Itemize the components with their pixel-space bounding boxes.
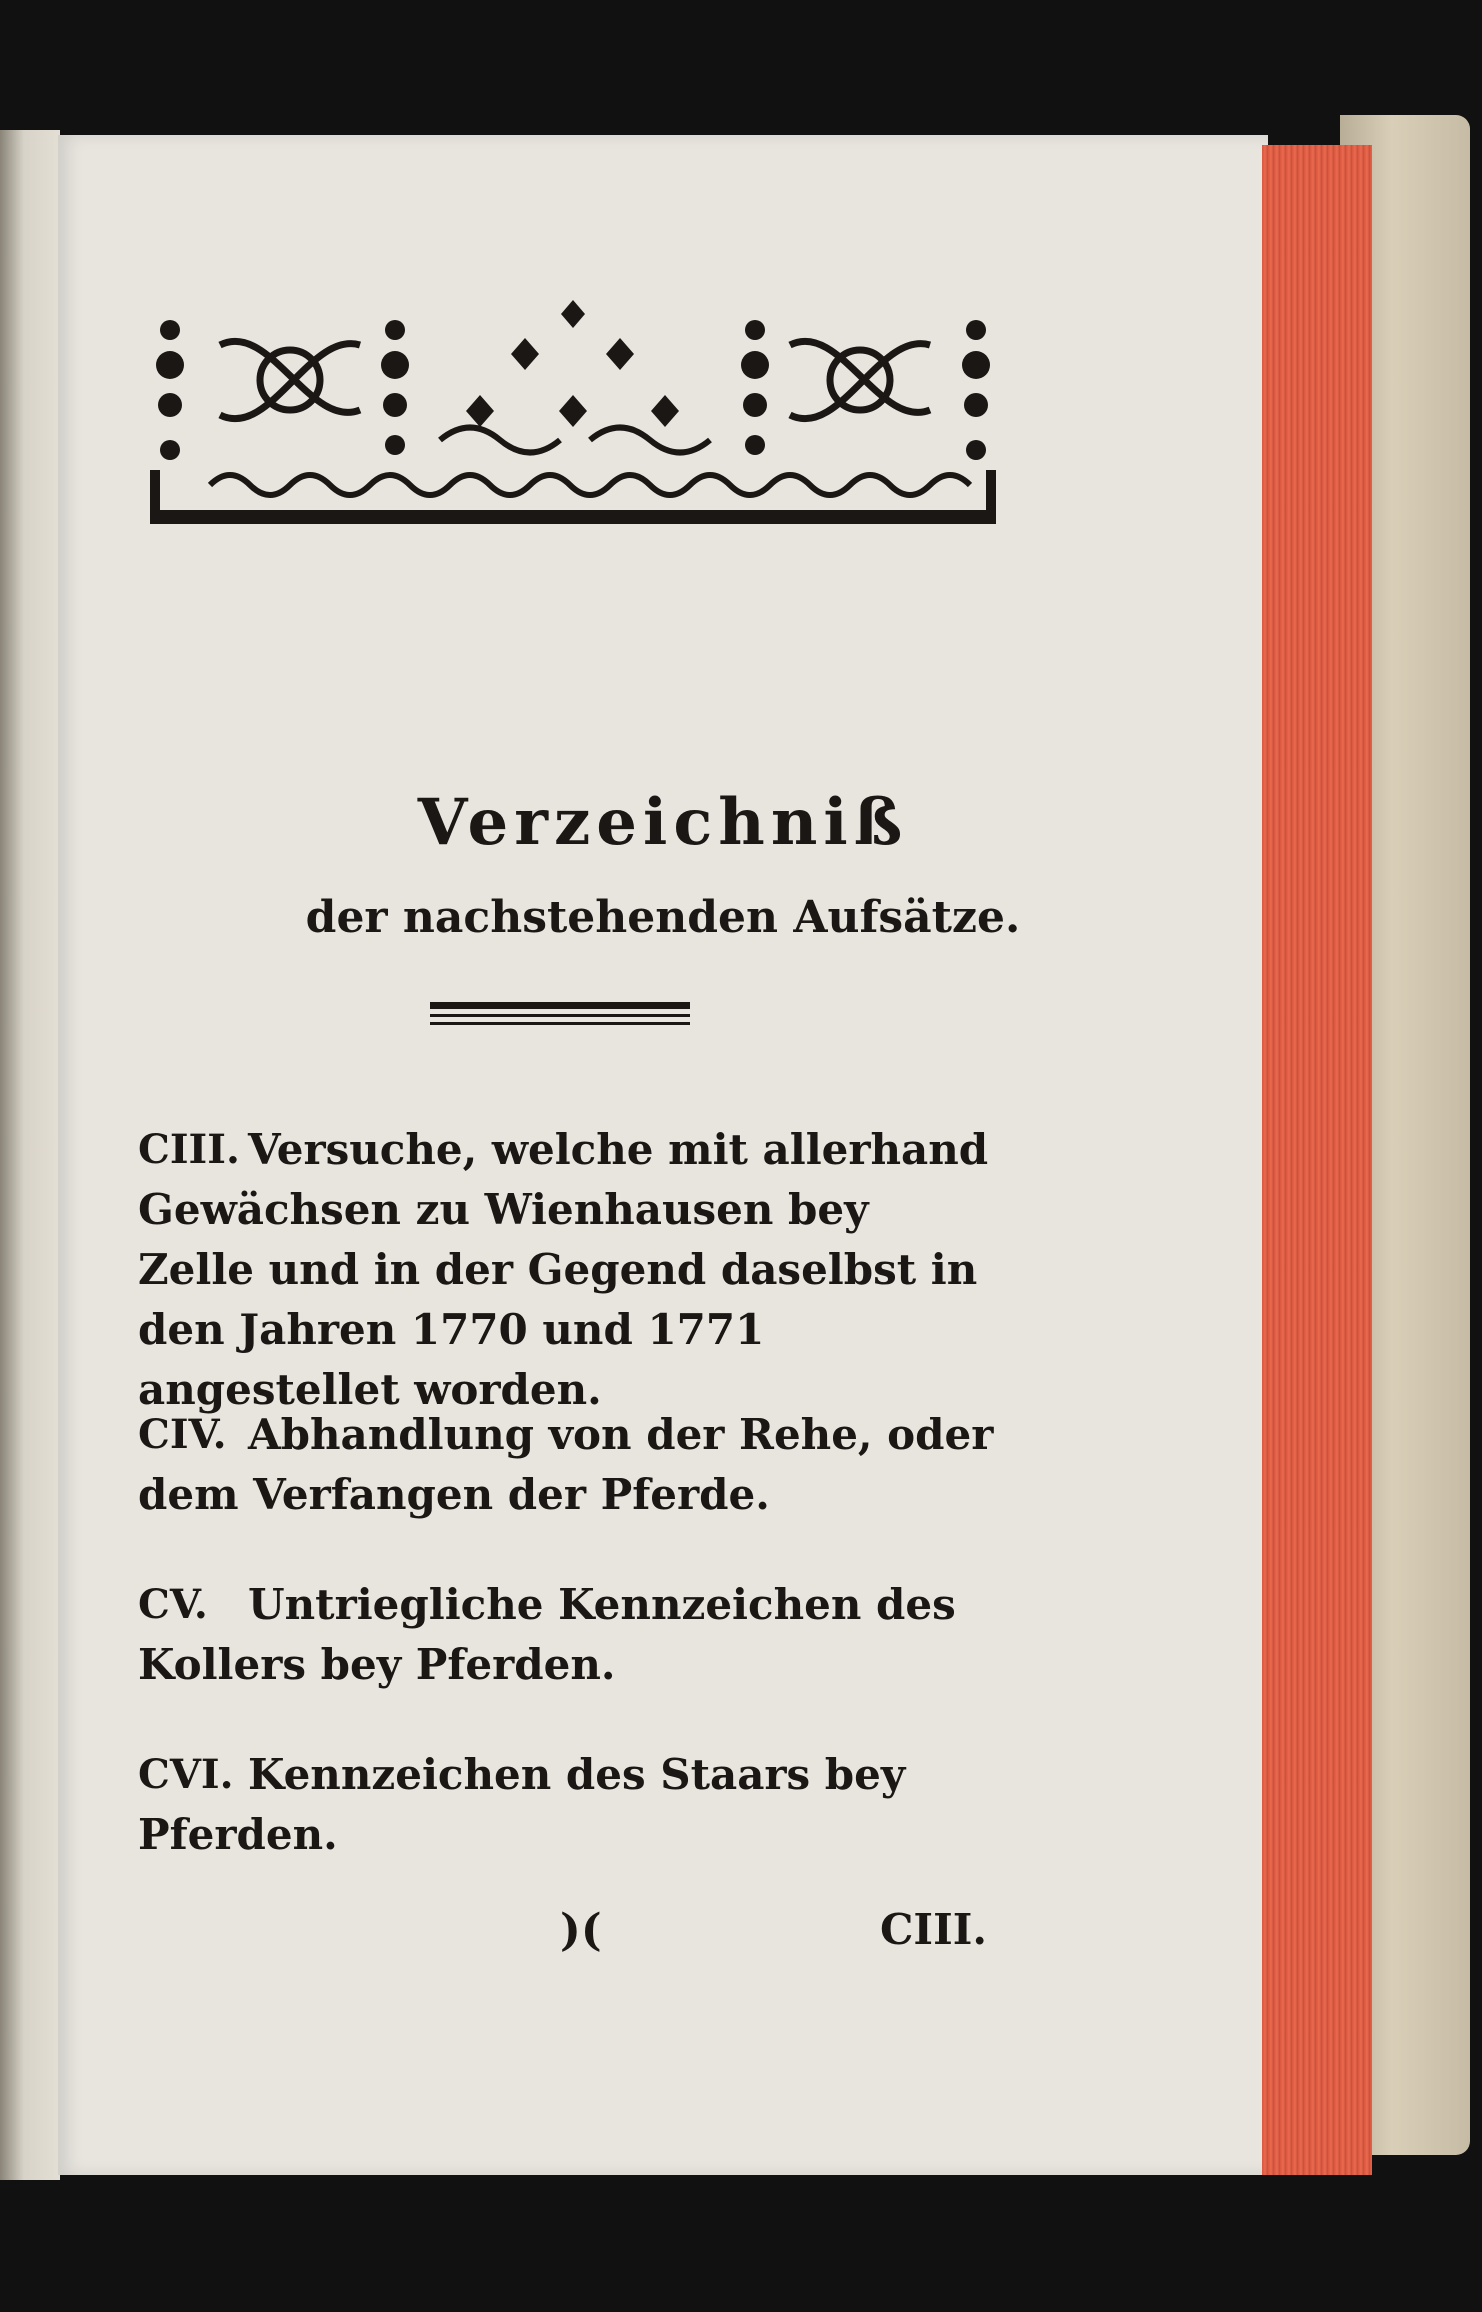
red-fore-edge: [1262, 145, 1372, 2175]
toc-entry: [138, 1405, 998, 1525]
signature-mark: )(: [560, 1905, 602, 1956]
entry-number: CIII.: [138, 1126, 240, 1173]
entry-number: CVI.: [138, 1751, 234, 1798]
entry-number: CV.: [138, 1581, 208, 1628]
toc-entry: [138, 1575, 998, 1695]
catchword: CIII.: [880, 1905, 987, 1954]
entry-text: Abhandlung von der Rehe, oder dem Verfangen der Pferde.: [138, 1410, 994, 1519]
entry-number: CIV.: [138, 1411, 227, 1458]
toc-entry: [138, 1120, 998, 1420]
page-subtitle: der nachstehenden Aufsätze.: [305, 892, 1021, 943]
entry-text: Untriegliche Kennzeichen des Kollers bey Pferden.: [138, 1580, 956, 1689]
decorative-headpiece: [150, 300, 996, 550]
entry-text: Versuche, welche mit allerhand Gewächsen zu Wienhausen bey Zelle und in der Gegend daselbst in den Jahren 1770 und 1771 angestellet worden.: [138, 1125, 989, 1414]
page-title: Verzeichniß: [417, 785, 909, 860]
left-page-edge: [0, 130, 60, 2180]
pillar-left-icon: [156, 320, 184, 460]
toc-entry: [138, 1745, 998, 1865]
entry-text: Kennzeichen des Staars bey Pferden.: [138, 1750, 906, 1859]
double-rule: [430, 1000, 690, 1030]
